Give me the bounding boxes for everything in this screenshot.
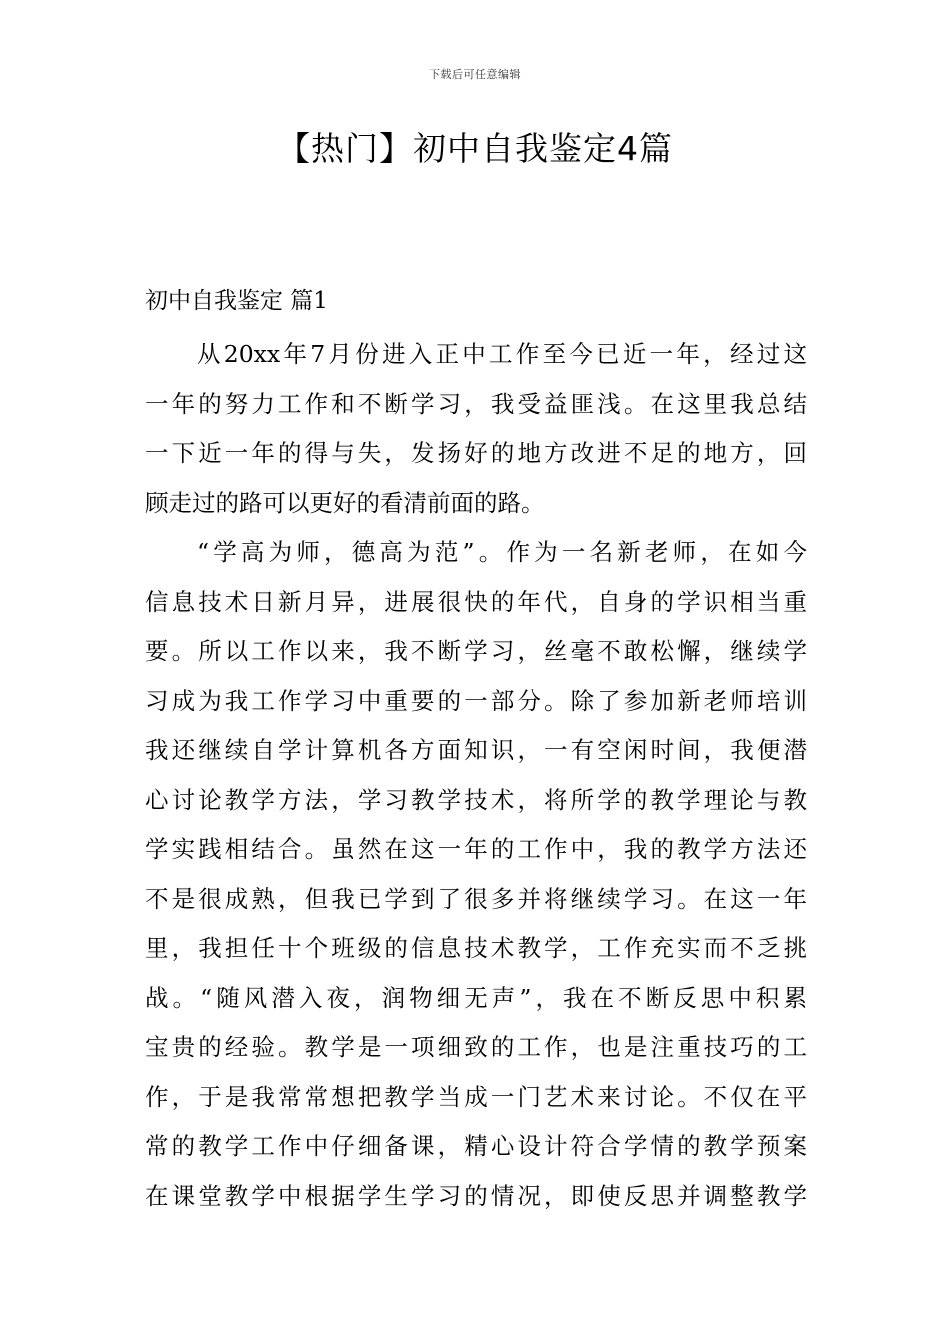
paragraph-line: 在课堂教学中根据学生学习的情况，即使反思并调整教学 — [145, 1181, 807, 1210]
paragraph-2 — [145, 528, 807, 1221]
paragraph-line: 从20xx年7月份进入正中工作至今已近一年，经过这 — [197, 340, 807, 368]
paragraph-line: “学高为师，德高为范”。作为一名新老师，在如今 — [197, 538, 807, 566]
paragraph-line: 顾走过的路可以更好的看清前面的路。 — [145, 488, 545, 517]
paragraph-line: 习成为我工作学习中重要的一部分。除了参加新老师培训 — [145, 686, 807, 715]
paragraph-line: 不是很成熟，但我已学到了很多并将继续学习。在这一年 — [145, 884, 807, 913]
paragraph-line: 一年的努力工作和不断学习，我受益匪浅。在这里我总结 — [145, 389, 807, 418]
paragraph-line: 常的教学工作中仔细备课，精心设计符合学情的教学预案 — [145, 1132, 807, 1160]
paragraph-line: 学实践相结合。虽然在这一年的工作中，我的教学方法还 — [145, 835, 807, 863]
paragraph-line: 作，于是我常常想把教学当成一门艺术来讨论。不仅在平 — [145, 1082, 807, 1111]
paragraph-line: 一下近一年的得与失，发扬好的地方改进不足的地方，回 — [145, 439, 807, 467]
header-note: 下载后可任意编辑 — [429, 68, 521, 81]
document-body — [145, 330, 807, 1221]
paragraph-line: 我还继续自学计算机各方面知识，一有空闲时间，我便潜 — [145, 736, 807, 764]
paragraph-line: 里，我担任十个班级的信息技术教学，工作充实而不乏挑 — [145, 934, 807, 962]
section-heading: 初中自我鉴定 篇1 — [145, 288, 328, 314]
paragraph-line: 宝贵的经验。教学是一项细致的工作，也是注重技巧的工 — [145, 1033, 807, 1061]
paragraph-line: 要。所以工作以来，我不断学习，丝毫不敢松懈，继续学 — [145, 637, 807, 665]
paragraph-line: 信息技术日新月异，进展很快的年代，自身的学识相当重 — [145, 587, 807, 616]
paragraph-line: 战。“随风潜入夜，润物细无声”，我在不断反思中积累 — [145, 983, 807, 1012]
paragraph-1 — [145, 330, 807, 528]
document-title: 【热门】初中自我鉴定4篇 — [277, 129, 673, 168]
paragraph-line: 心讨论教学方法，学习教学技术，将所学的教学理论与教 — [145, 785, 807, 814]
